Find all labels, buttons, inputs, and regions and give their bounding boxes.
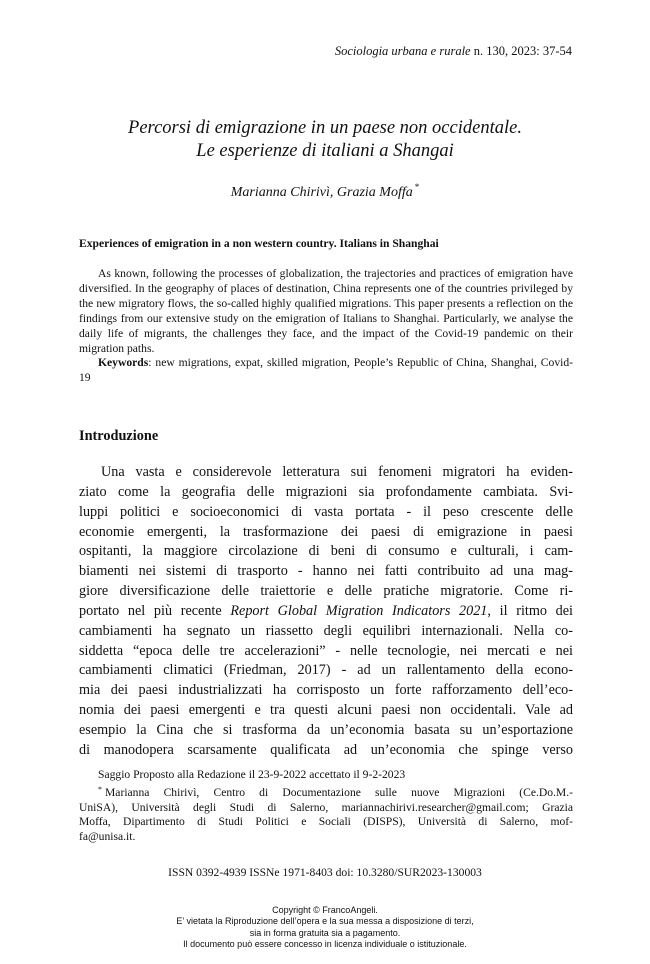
body-line: di manodopera scarsamente qualificata ad un’economia che spinge verso	[79, 741, 573, 758]
body-line: siddetta “epoca delle tre accelerazioni” - nelle tecnologie, nei mercati e nei	[79, 642, 573, 659]
article-title	[60, 117, 590, 163]
author-names: Marianna Chirivì, Grazia Moffa	[230, 185, 413, 200]
section-heading: Introduzione	[79, 428, 159, 444]
issn-doi: ISSN 0392-4939 ISSNe 1971-8403 doi: 10.3280/SUR2023-130003	[168, 866, 482, 879]
copyright-notice	[0, 905, 650, 950]
running-head	[335, 44, 572, 59]
author-affiliation-line: * Marianna Chirivì, Centro di Documentazione sulle nuove Migrazioni (Ce.Do.M.-	[98, 784, 573, 799]
title-line-1: Percorsi di emigrazione in un paese non occidentale.	[128, 118, 522, 138]
body-line-pre: portato nel più recente	[79, 602, 231, 619]
body-line: economie emergenti, la trasformazione dei paesi di emigrazione in paesi	[79, 523, 573, 540]
keywords-list: : new migrations, expat, skilled migration, People’s Republic of China, Shanghai, Covid-19	[79, 356, 573, 385]
body-line: Una vasta e considerevole letteratura sui fenomeni migratori ha eviden-	[101, 464, 573, 480]
author-affiliation-line: UniSA), Università degli Studi di Salerno, mariannachirivi.researcher@gmail.com; Grazia	[79, 800, 573, 814]
body-line: biamenti nei sistemi di trasporto - hanno nei fatti contribuito ad una mag-	[79, 563, 573, 580]
copyright-line: sia in forma gratuita sia a pagamento.	[249, 927, 401, 938]
report-title: Report Global Migration Indicators 2021	[230, 602, 488, 619]
body-line: ziato come la geografia delle migrazioni sia profondamente cambiata. Svi-	[79, 483, 573, 500]
submission-note: Saggio Proposto alla Redazione il 23-9-2022 accettato il 9-2-2023	[98, 768, 406, 781]
body-line: luppi politici e socioeconomici di vasta portata - il peso crescente delle	[79, 503, 573, 520]
body-line: cambiamenti climatici (Friedman, 2017) - ad un rallentamento della econo-	[79, 662, 573, 679]
body-line-post: , il ritmo dei	[487, 602, 573, 619]
authors	[60, 182, 590, 201]
body-text	[79, 463, 573, 761]
abstract-text: As known, following the processes of globalization, the trajectories and practices of emigration have diversified. In the geography of places of destination, China represents one of the countries privileged by the new migratory flows, the so-called highly qualified migrations. This paper presents a reflection on the findings from our extensive study on the emigration of Italians to Shanghai. Particularly, we analyse the daily life of migrants, the challenges they face, and the impact of the Covid-19 pandemic on their migration paths.	[79, 267, 573, 355]
copyright-line: Il documento può essere concesso in licenza individuale o istituzionale.	[183, 938, 467, 949]
keywords	[79, 356, 573, 386]
body-line: nomia dei paesi emergenti e tra questi alcuni paesi non occidentali. Vale ad	[79, 702, 573, 719]
body-line: giore diversificazione delle traiettorie e delle pratiche migratorie. Come ri-	[79, 583, 573, 600]
copyright-line: Copyright © FrancoAngeli.	[272, 905, 378, 915]
journal-name: Sociologia urbana e rurale	[334, 44, 471, 58]
body-line: cambiamenti ha segnato un riassetto degli equilibri internazionali. Nella co-	[79, 622, 573, 639]
footnotes	[79, 768, 573, 845]
author-affiliation-line: Moffa, Dipartimento di Studi Politici e Sociali (DISPS), Università di Salerno, mof-	[79, 815, 573, 829]
keywords-label: Keywords	[98, 356, 149, 370]
body-line: mia dei paesi industrializzati ha corrisposto un forte rafforzamento dell’eco-	[79, 682, 573, 699]
title-line-2: Le esperienze di italiani a Shangai	[196, 141, 454, 161]
author-footnote-mark: *	[414, 182, 420, 192]
journal-issue: n. 130, 2023: 37-54	[470, 44, 572, 58]
footnote-mark: *	[98, 784, 102, 794]
abstract	[79, 267, 573, 386]
english-title: Experiences of emigration in a non western country. Italians in Shanghai	[79, 237, 439, 250]
copyright-line: E’ vietata la Riproduzione dell’opera e la sua messa a disposizione di terzi,	[176, 916, 474, 927]
author-affiliation-line: fa@unisa.it.	[79, 830, 136, 844]
body-line	[79, 602, 573, 622]
body-line: ospitanti, la maggiore circolazione di beni di consumo e culturali, i cam-	[79, 543, 573, 560]
body-line: esempio la Cina che si trasforma da un’economia basata su un’esportazione	[79, 721, 573, 738]
